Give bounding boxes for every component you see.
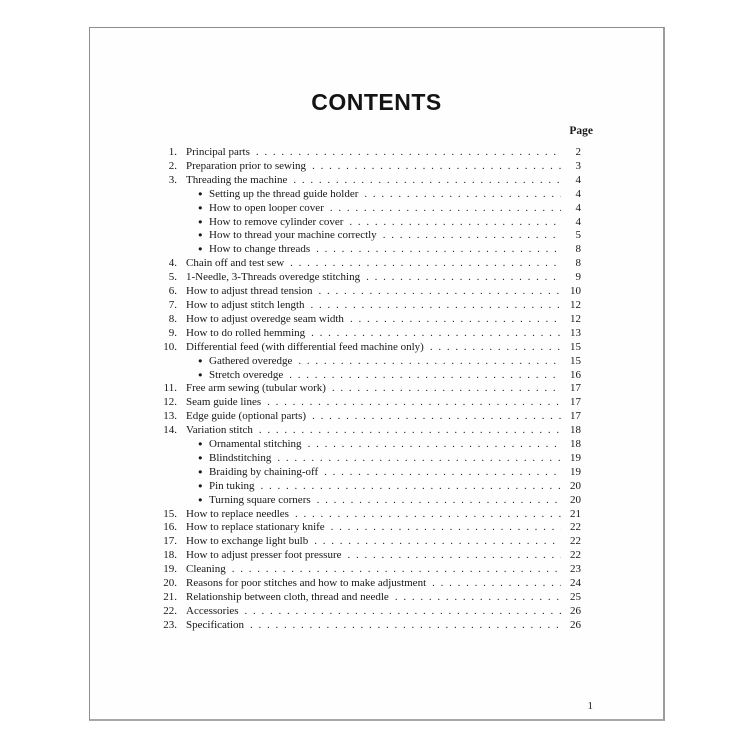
toc-item-page: 13 xyxy=(570,326,581,339)
toc-item-page: 18 xyxy=(570,424,581,437)
bullet-icon: ● xyxy=(198,439,203,449)
toc-item-label: Principal parts xyxy=(186,146,250,158)
toc-item xyxy=(154,396,581,410)
toc-subitem xyxy=(154,480,581,494)
toc-item-number: 1. xyxy=(168,146,177,158)
page-column-label: Page xyxy=(569,125,593,137)
dot-leader xyxy=(316,243,561,257)
toc-item-number: 16. xyxy=(163,521,177,534)
toc-subitem xyxy=(154,369,581,383)
toc-item-number: 11. xyxy=(163,382,177,395)
toc-item xyxy=(154,508,581,522)
toc-item-label: ● Blindstitching xyxy=(198,451,272,464)
toc-item xyxy=(154,382,581,396)
toc-item-label: How to adjust overedge seam width xyxy=(186,312,344,325)
toc-item-label: How to do rolled hemming xyxy=(186,326,306,339)
toc-item-label: Specification xyxy=(186,618,245,631)
toc-subitem xyxy=(154,202,581,216)
toc-item xyxy=(154,327,581,341)
toc-item-number: 3. xyxy=(168,173,177,186)
toc-item-label: ● Pin tuking xyxy=(198,479,255,492)
toc-item-page: 12 xyxy=(570,298,581,311)
toc-subitem xyxy=(154,243,581,257)
toc-item-page: 3 xyxy=(575,159,581,172)
toc-item-number: 5. xyxy=(168,271,177,284)
bullet-icon: ● xyxy=(198,230,203,240)
toc-item-page: 22 xyxy=(570,549,581,562)
dot-leader xyxy=(349,216,561,230)
toc-item-page: 15 xyxy=(570,340,581,353)
toc-item-page: 10 xyxy=(570,285,581,298)
toc-item-label: Chain off and test sew xyxy=(186,257,285,270)
dot-leader xyxy=(324,466,561,480)
toc-item-label: Relationship between cloth, thread and needle xyxy=(186,591,389,603)
toc-subitem xyxy=(154,452,581,466)
toc-item-number: 12. xyxy=(163,396,177,409)
toc-item-label: ● How to thread your machine correctly xyxy=(198,229,377,242)
toc-item-page: 12 xyxy=(570,312,581,325)
toc-item xyxy=(154,563,581,577)
toc-item xyxy=(154,299,581,313)
toc-item xyxy=(154,619,581,633)
dot-leader xyxy=(383,229,561,243)
bullet-icon: ● xyxy=(198,494,203,504)
bullet-icon: ● xyxy=(198,452,203,462)
dot-leader xyxy=(267,396,561,410)
bullet-icon: ● xyxy=(198,480,203,490)
bullet-icon: ● xyxy=(198,202,203,212)
toc-item-number: 4. xyxy=(168,257,177,270)
toc-item-page: 17 xyxy=(570,382,581,395)
toc-item-number: 19. xyxy=(163,563,177,576)
dot-leader xyxy=(312,160,561,174)
toc-item-label: How to adjust stitch length xyxy=(186,298,305,311)
toc-item xyxy=(154,605,581,619)
toc-item-page: 4 xyxy=(575,173,581,186)
page-title: CONTENTS xyxy=(311,89,442,115)
toc-item-number: 18. xyxy=(163,549,177,562)
toc-item xyxy=(154,549,581,563)
bullet-icon: ● xyxy=(198,466,203,476)
toc-item-page: 24 xyxy=(570,577,581,590)
toc-item-label: 1-Needle, 3-Threads overedge stitching xyxy=(186,271,361,284)
bullet-icon: ● xyxy=(198,244,203,254)
dot-leader xyxy=(259,424,561,438)
dot-leader xyxy=(256,146,561,160)
toc-item-number: 2. xyxy=(168,159,177,172)
toc-item xyxy=(154,285,581,299)
dot-leader xyxy=(366,271,561,285)
toc-item-page: 16 xyxy=(570,368,581,381)
toc-item-page: 22 xyxy=(570,535,581,548)
dot-leader xyxy=(395,591,561,605)
toc-item-label: Cleaning xyxy=(186,563,226,576)
dot-leader xyxy=(330,202,561,216)
dot-leader xyxy=(430,341,561,355)
toc-item-label: ● How to open looper cover xyxy=(198,201,324,214)
toc-item-page: 20 xyxy=(570,479,581,492)
toc-item-label: Differential feed (with differential feed machine only) xyxy=(186,340,424,353)
toc-item xyxy=(154,160,581,174)
toc-list xyxy=(154,146,581,633)
toc-subitem xyxy=(154,466,581,480)
toc-item xyxy=(154,257,581,271)
toc-item-page: 4 xyxy=(575,215,581,228)
toc-item-label: Variation stitch xyxy=(186,424,253,437)
toc-item-page: 23 xyxy=(570,563,581,576)
toc-item xyxy=(154,424,581,438)
toc-item-number: 22. xyxy=(163,604,177,617)
toc-item-label: How to adjust thread tension xyxy=(186,285,313,298)
toc-item-label: Free arm sewing (tubular work) xyxy=(186,382,326,395)
toc-item-number: 21. xyxy=(163,591,177,603)
toc-item-page: 18 xyxy=(570,438,581,451)
dot-leader xyxy=(232,563,561,577)
toc-item-label: ● Turning square corners xyxy=(198,493,311,506)
toc-item-label: Seam guide lines xyxy=(186,396,262,409)
dot-leader xyxy=(364,188,561,202)
dot-leader xyxy=(314,535,561,549)
dot-leader xyxy=(311,327,561,341)
toc-item xyxy=(154,410,581,424)
toc-item-page: 19 xyxy=(570,451,581,464)
toc-item-label: How to replace needles xyxy=(186,507,289,520)
toc-item-page: 4 xyxy=(575,201,581,214)
toc-item-number: 9. xyxy=(168,326,177,339)
dot-leader xyxy=(261,480,561,494)
toc-item-page: 9 xyxy=(575,271,581,284)
toc-item-label: Threading the machine xyxy=(186,173,288,186)
dot-leader xyxy=(311,299,561,313)
bullet-icon: ● xyxy=(198,355,203,365)
dot-leader xyxy=(295,508,561,522)
toc-item-page: 25 xyxy=(570,591,581,603)
toc-item-page: 2 xyxy=(575,146,581,158)
toc-item-page: 22 xyxy=(570,521,581,534)
toc-item xyxy=(154,521,581,535)
toc-item xyxy=(154,174,581,188)
toc-item xyxy=(154,313,581,327)
toc-item xyxy=(154,146,581,160)
toc-subitem xyxy=(154,355,581,369)
dot-leader xyxy=(250,619,561,633)
toc-item-label: ● How to remove cylinder cover xyxy=(198,215,344,228)
toc-item-label: ● Gathered overedge xyxy=(198,354,293,367)
toc-item-label: ● Braiding by chaining-off xyxy=(198,465,319,478)
toc-item-number: 10. xyxy=(163,340,177,353)
toc-item-label: How to exchange light bulb xyxy=(186,535,309,548)
dot-leader xyxy=(289,369,561,383)
toc-subitem xyxy=(154,229,581,243)
dot-leader xyxy=(432,577,561,591)
dot-leader xyxy=(331,521,561,535)
toc-item xyxy=(154,271,581,285)
toc-item-page: 17 xyxy=(570,396,581,409)
dot-leader xyxy=(312,410,561,424)
toc-item-page: 8 xyxy=(575,243,581,256)
dot-leader xyxy=(350,313,561,327)
dot-leader xyxy=(290,257,561,271)
toc-item-label: How to replace stationary knife xyxy=(186,521,325,534)
toc-item-number: 8. xyxy=(168,312,177,325)
toc-item-label: Preparation prior to sewing xyxy=(186,159,307,172)
toc-item-number: 6. xyxy=(168,285,177,298)
toc-item-number: 20. xyxy=(163,577,177,590)
footer-page-number: 1 xyxy=(587,700,593,712)
toc-item xyxy=(154,577,581,591)
dot-leader xyxy=(277,452,561,466)
dot-leader xyxy=(308,438,561,452)
toc-item-label: Edge guide (optional parts) xyxy=(186,410,307,423)
dot-leader xyxy=(332,382,561,396)
toc-item-page: 5 xyxy=(575,229,581,242)
toc-item-page: 15 xyxy=(570,354,581,367)
toc-item-number: 17. xyxy=(163,535,177,548)
toc-item-number: 15. xyxy=(163,507,177,520)
toc-subitem xyxy=(154,188,581,202)
dot-leader xyxy=(245,605,561,619)
dot-leader xyxy=(298,355,561,369)
toc-item-label: Reasons for poor stitches and how to make adjustment xyxy=(186,577,427,590)
dot-leader xyxy=(348,549,562,563)
toc-subitem xyxy=(154,216,581,230)
toc-item-page: 8 xyxy=(575,257,581,270)
toc-item-page: 21 xyxy=(570,507,581,520)
manual-contents-page xyxy=(89,27,665,721)
toc-item xyxy=(154,341,581,355)
toc-item-label: How to adjust presser foot pressure xyxy=(186,549,342,562)
toc-item-page: 20 xyxy=(570,493,581,506)
toc-item-page: 26 xyxy=(570,618,581,631)
toc-item-label: Accessories xyxy=(186,604,239,617)
toc-item-number: 7. xyxy=(168,298,177,311)
toc-item-label: ● Stretch overedge xyxy=(198,368,284,381)
toc-item-page: 17 xyxy=(570,410,581,423)
toc-item-number: 14. xyxy=(163,424,177,437)
bullet-icon: ● xyxy=(198,216,203,226)
toc-item-label: ● How to change threads xyxy=(198,243,311,256)
dot-leader xyxy=(318,285,561,299)
toc-item-page: 4 xyxy=(575,187,581,200)
toc-subitem xyxy=(154,494,581,508)
bullet-icon: ● xyxy=(198,369,203,379)
toc-item-number: 13. xyxy=(163,410,177,423)
toc-subitem xyxy=(154,438,581,452)
bullet-icon: ● xyxy=(198,188,203,198)
dot-leader xyxy=(317,494,561,508)
toc-item-number: 23. xyxy=(163,618,177,631)
toc-item-label: ● Setting up the thread guide holder xyxy=(198,187,359,200)
toc-item xyxy=(154,535,581,549)
toc-item-page: 19 xyxy=(570,465,581,478)
toc-item-page: 26 xyxy=(570,604,581,617)
toc-item-label: ● Ornamental stitching xyxy=(198,438,302,451)
toc-item xyxy=(154,591,581,605)
dot-leader xyxy=(293,174,561,188)
